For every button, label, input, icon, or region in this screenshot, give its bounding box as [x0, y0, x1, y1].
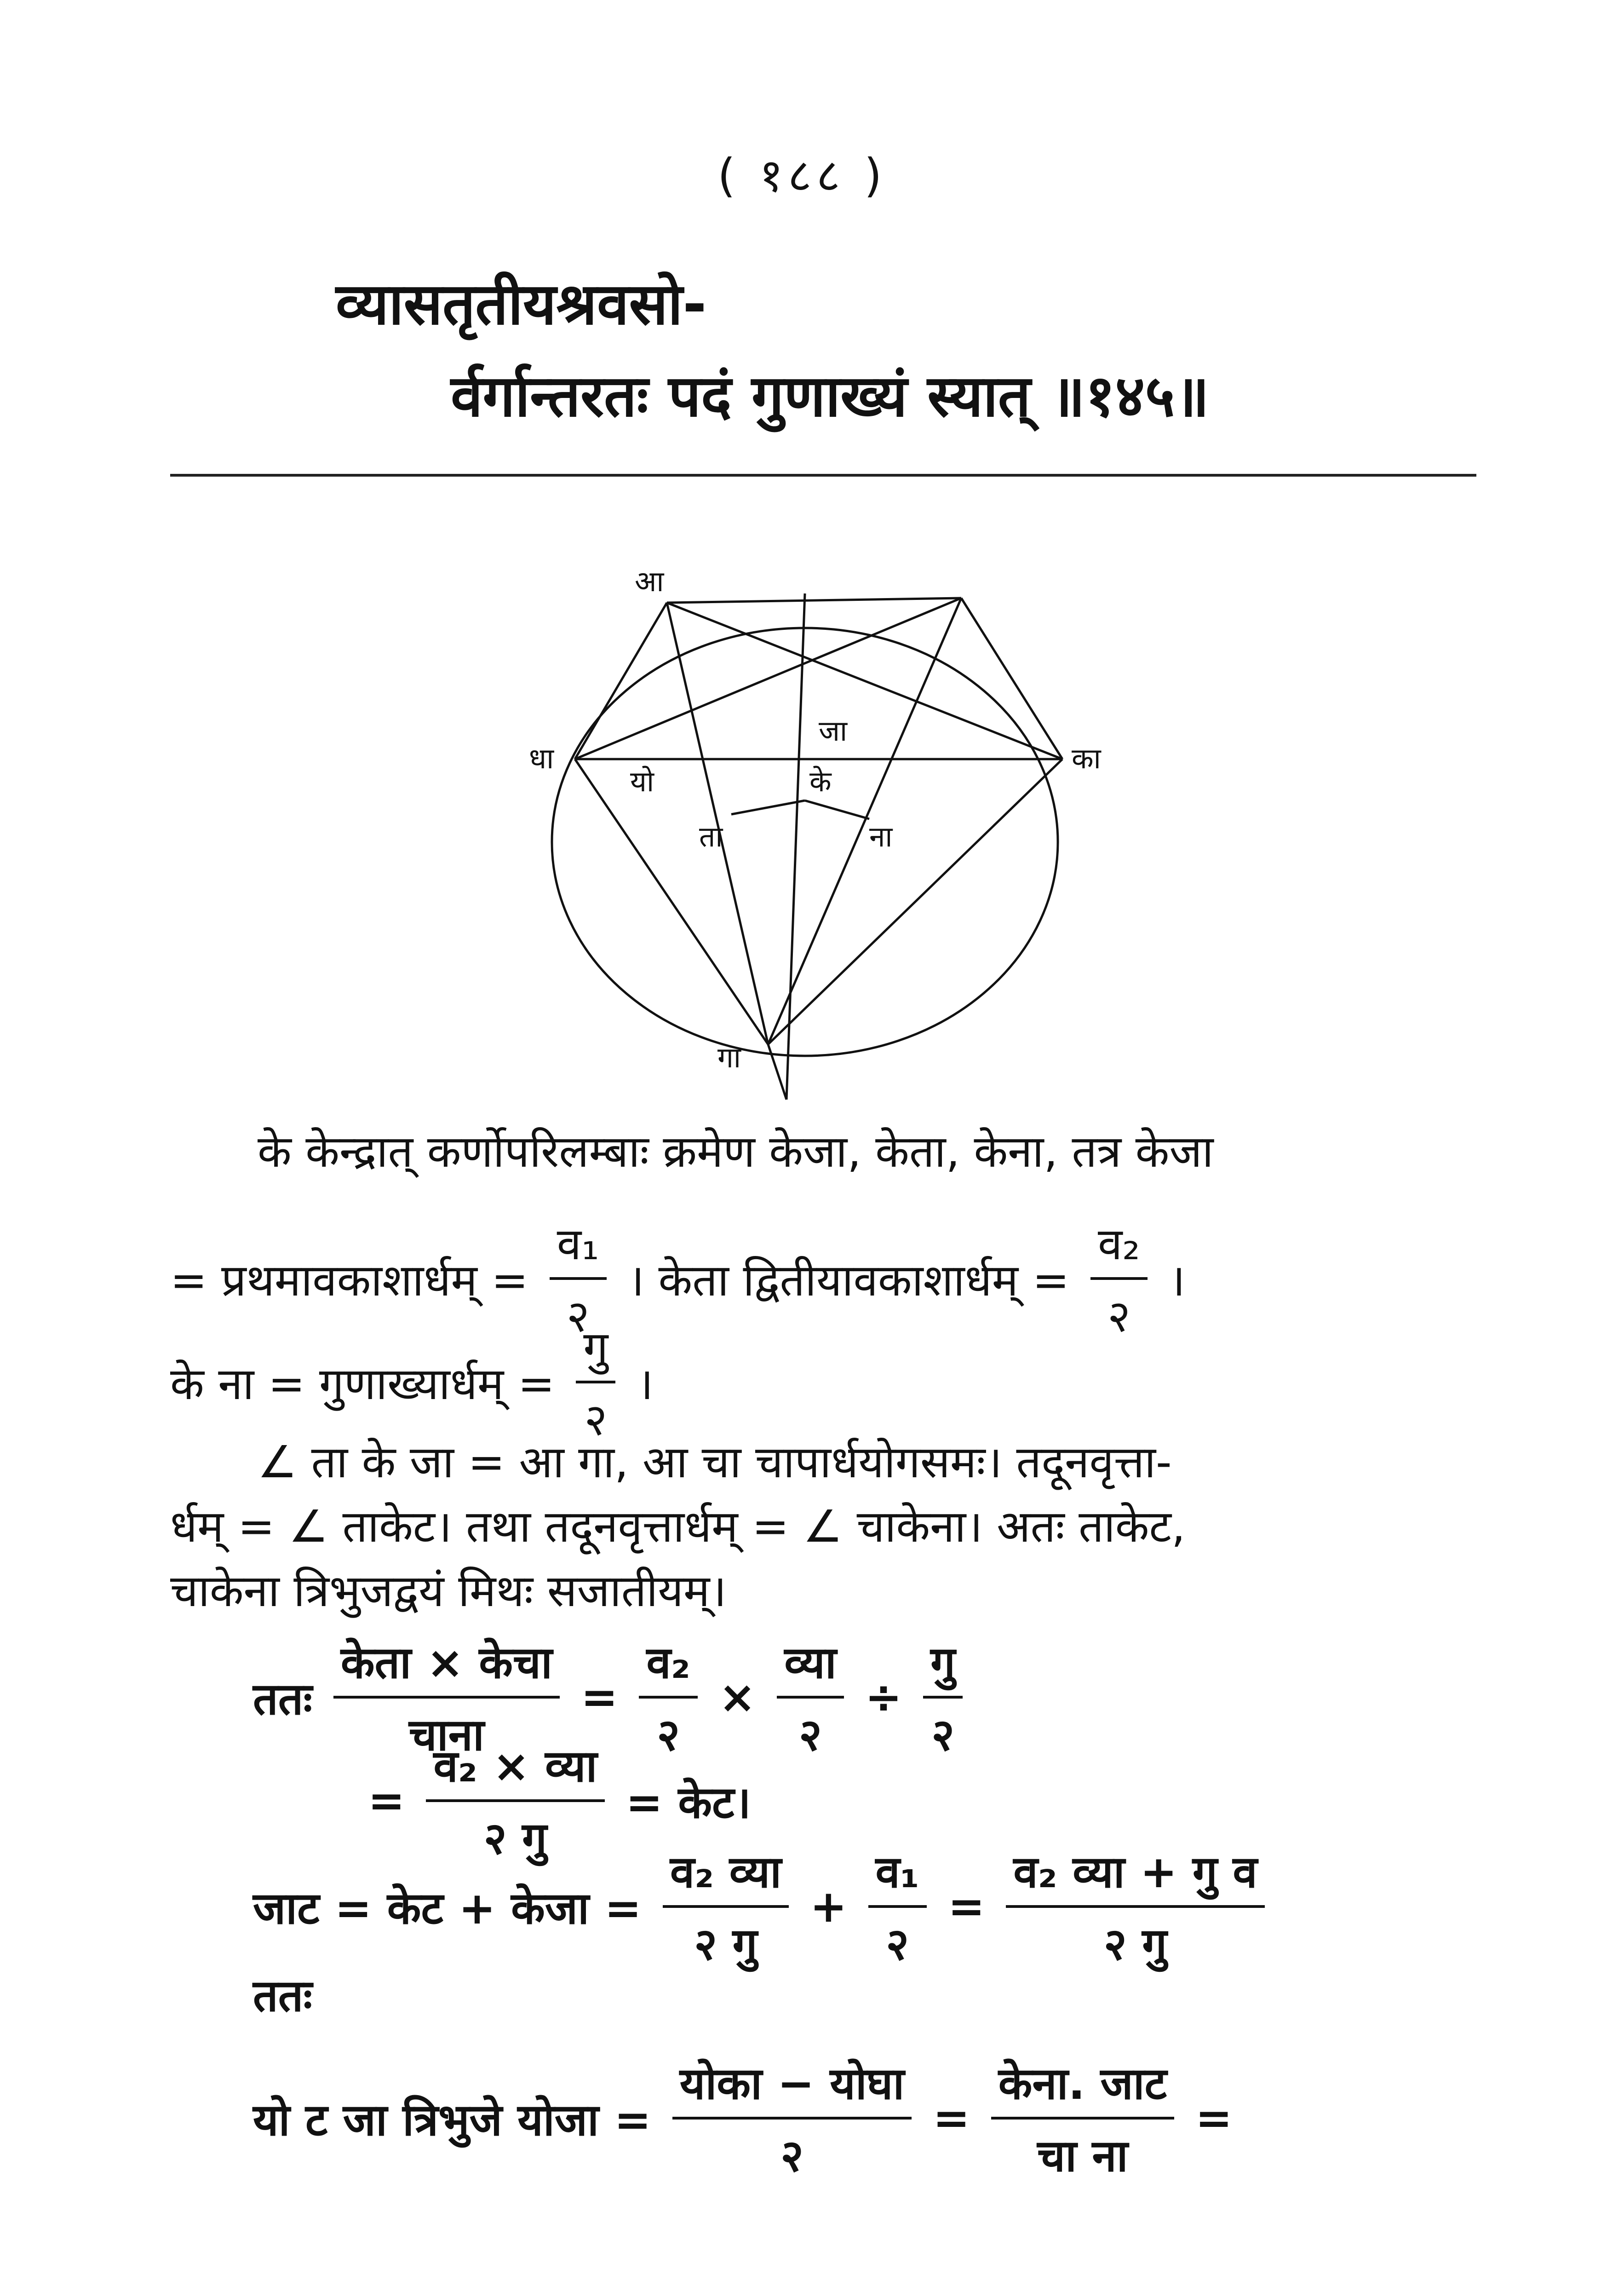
equation-tail: = केट। — [625, 1776, 751, 1828]
label-ke: के — [809, 765, 832, 798]
equation-tail: = — [1195, 2092, 1233, 2144]
denominator: २ — [886, 1918, 909, 1970]
circle — [552, 628, 1058, 1056]
fraction — [1085, 1212, 1153, 1345]
operator: ÷ — [865, 1671, 902, 1723]
text-segment: के ना = गुणाख्यार्धम् = — [170, 1358, 555, 1410]
numerator: व₂ व्या + गु व — [1006, 1840, 1264, 1908]
numerator: व₁ — [550, 1212, 607, 1280]
label-ta: ता — [699, 820, 723, 853]
operator: + — [810, 1881, 847, 1932]
paragraph-line-6: चाकेना त्रिभुजद्वयं मिथः सजातीयम्। — [170, 1565, 727, 1617]
fraction — [667, 2052, 918, 2184]
numerator: केता × केचा — [333, 1631, 560, 1699]
paragraph-line-4: ∠ ता के जा = आ गा, आ चा चापार्धयोगसमः। तदूनवृत्ता- — [258, 1436, 1172, 1488]
denominator: २ — [931, 1709, 955, 1761]
fraction — [986, 2052, 1180, 2184]
text-segment: = प्रथमावकाशार्धम् = — [170, 1254, 528, 1306]
denominator: २ — [657, 1709, 680, 1761]
line-dha-ga — [575, 759, 768, 1044]
ga-tail — [768, 1044, 786, 1100]
numerator: व₂ × व्या — [426, 1734, 604, 1802]
verse-line-1: व्यासतृतीयश्रवसो- — [336, 271, 707, 338]
paragraph-line-5: र्धम् = ∠ ताकेट। तथा तदूनवृत्तार्धम् = ∠ चाकेना। अतः ताकेट, — [170, 1501, 1186, 1552]
denominator: २ गु — [1103, 1918, 1167, 1970]
fraction — [863, 1840, 932, 1973]
label-aa: आ — [635, 564, 664, 598]
denominator: २ गु — [694, 1918, 757, 1970]
chord-dha-aa — [575, 603, 667, 759]
equation-lead: यो ट जा त्रिभुजे योजा = — [253, 2094, 651, 2146]
denominator: २ गु — [483, 1813, 547, 1864]
denominator: २ — [584, 1394, 608, 1446]
label-ja: जा — [819, 714, 848, 748]
chord-aa-ka — [667, 603, 1062, 759]
numerator: गु — [923, 1631, 963, 1699]
denominator: २ — [799, 1709, 822, 1761]
operator: = — [933, 2092, 970, 2144]
denominator: चा ना — [1037, 2130, 1128, 2182]
geometry-figure — [478, 547, 1131, 1109]
fraction — [918, 1631, 968, 1763]
operator: = — [368, 1775, 405, 1826]
operator: = — [581, 1671, 618, 1723]
text-segment: । केता द्वितीयावकाशार्धम् = — [627, 1254, 1070, 1306]
label-dha: धा — [529, 742, 554, 775]
numerator: व₁ — [868, 1840, 927, 1908]
equation-row-4: ततः — [253, 1970, 312, 2022]
operator: × — [718, 1671, 756, 1723]
text-segment: । — [1168, 1254, 1186, 1306]
denominator: २ — [1108, 1290, 1130, 1342]
chord-top-ka — [961, 598, 1062, 759]
text-segment: । — [637, 1358, 654, 1410]
equation-lead: जाट = केट + केजा = — [253, 1882, 642, 1934]
label-yo: यो — [630, 765, 654, 798]
numerator: केना. जाट — [991, 2052, 1174, 2120]
fraction — [1000, 1840, 1270, 1973]
numerator: व₂ — [1090, 1212, 1148, 1280]
numerator: व्या — [777, 1631, 844, 1699]
fraction — [570, 1316, 621, 1448]
page-number: ( १८८ ) — [717, 149, 887, 202]
denominator: चाना — [408, 1709, 484, 1761]
equation-lead: ततः — [253, 1673, 312, 1725]
equation-row-3 — [253, 1840, 1270, 1973]
chord-dha-top — [575, 598, 961, 759]
fraction — [657, 1840, 794, 1973]
chord-aa-top — [667, 598, 961, 603]
paragraph-line-1: के केन्द्रात् कर्णोपरिलम्बाः क्रमेण केजा, केता, केना, तत्र केजा — [258, 1126, 1214, 1177]
equation-row-5 — [253, 2052, 1232, 2184]
perp-ke-na — [805, 801, 869, 819]
label-na: ना — [869, 820, 893, 853]
denominator: २ — [566, 1290, 590, 1342]
label-ga: गा — [717, 1041, 741, 1074]
label-ka: का — [1072, 742, 1101, 775]
verse-line-2: र्वर्गान्तरतः पदं गुणाख्यं स्यात् ॥१४५॥ — [451, 363, 1210, 430]
perp-ke-ta — [731, 801, 805, 814]
operator: = — [947, 1881, 985, 1932]
numerator: योका − योघा — [672, 2052, 912, 2120]
numerator: व₂ व्या — [663, 1840, 789, 1908]
section-divider — [170, 474, 1476, 477]
denominator: २ — [780, 2130, 804, 2182]
numerator: व₂ — [639, 1631, 697, 1699]
fraction — [771, 1631, 849, 1763]
paragraph-line-3 — [170, 1316, 654, 1448]
numerator: गु — [576, 1316, 615, 1383]
